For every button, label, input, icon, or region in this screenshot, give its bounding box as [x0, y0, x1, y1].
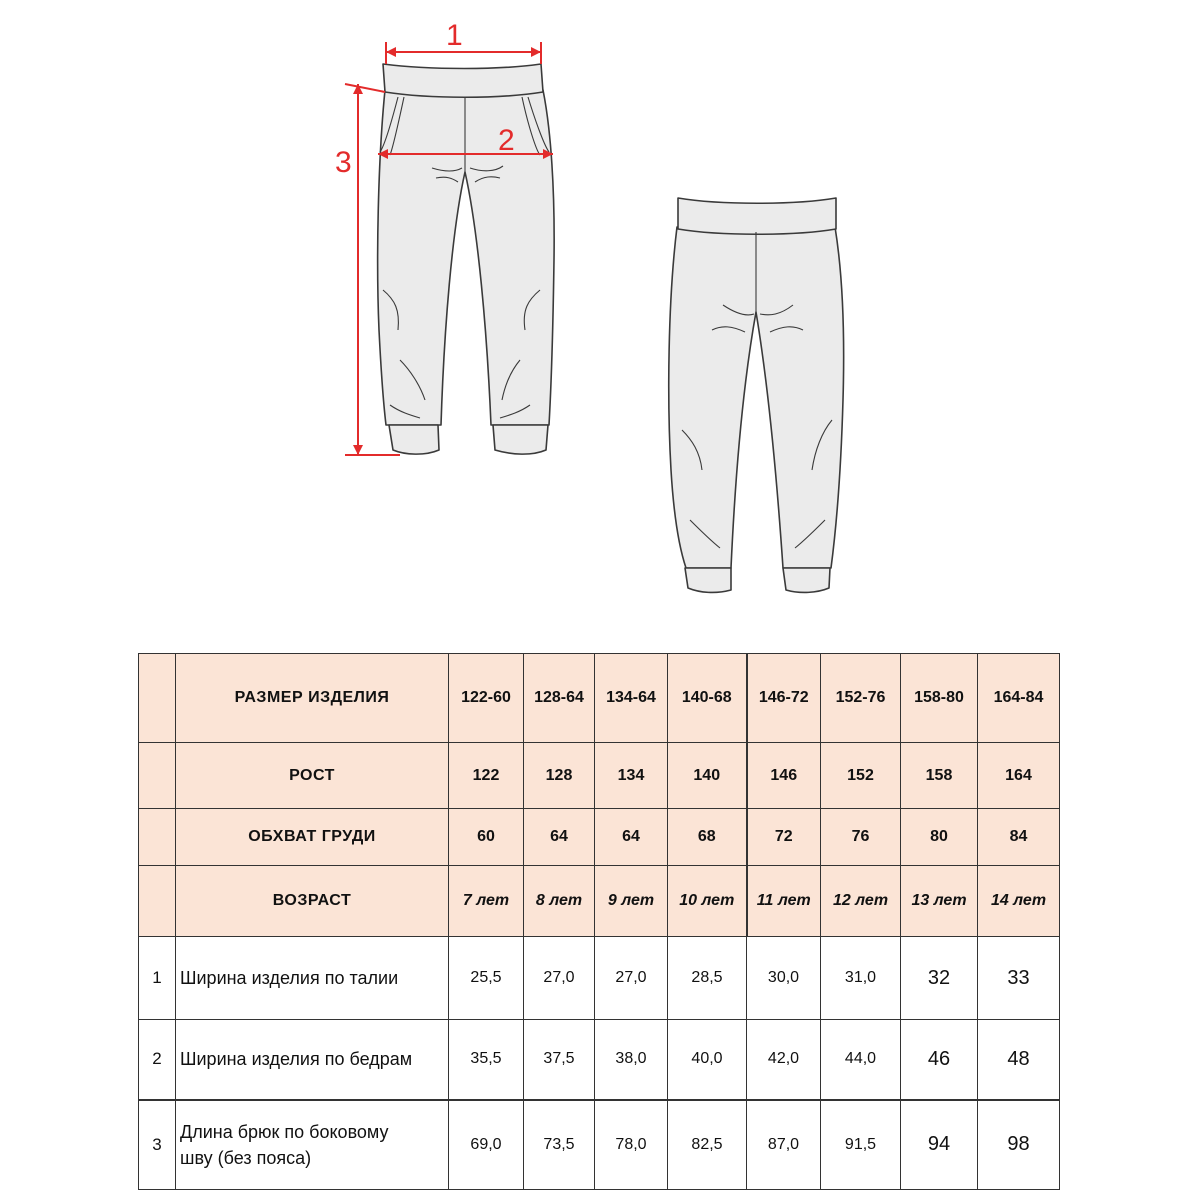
size-cell: 140-68: [668, 654, 747, 743]
value-cell: 73,5: [524, 1100, 595, 1190]
chest-cell: 64: [524, 809, 595, 866]
size-cell: 146-72: [747, 654, 821, 743]
value-cell: 25,5: [449, 937, 524, 1020]
chest-cell: 80: [901, 809, 978, 866]
dim-label-2: 2: [498, 124, 515, 157]
value-cell: 28,5: [668, 937, 747, 1020]
row-size: [139, 654, 1060, 743]
value-cell: 31,0: [821, 937, 901, 1020]
row-number: 1: [139, 937, 176, 1020]
chest-cell: 64: [595, 809, 668, 866]
value-cell: 30,0: [747, 937, 821, 1020]
size-chart-table: [138, 653, 1060, 1190]
measurement-name: Ширина изделия по бедрам: [176, 1020, 449, 1100]
row-number: 3: [139, 1100, 176, 1190]
size-cell: 128-64: [524, 654, 595, 743]
value-cell: 69,0: [449, 1100, 524, 1190]
row-num-blank: [139, 743, 176, 809]
value-cell: 91,5: [821, 1100, 901, 1190]
row-number: 2: [139, 1020, 176, 1100]
dim-label-1: 1: [446, 19, 463, 52]
size-label: РАЗМЕР ИЗДЕЛИЯ: [176, 654, 449, 743]
size-cell: 158-80: [901, 654, 978, 743]
dim-label-3: 3: [335, 146, 352, 179]
age-cell: 14 лет: [978, 866, 1060, 937]
row-num-blank: [139, 866, 176, 937]
measurement-name-line2: шву (без пояса): [180, 1147, 312, 1168]
value-cell: 38,0: [595, 1020, 668, 1100]
value-cell: 32: [901, 937, 978, 1020]
value-cell: 94: [901, 1100, 978, 1190]
chest-cell: 72: [747, 809, 821, 866]
height-label: РОСТ: [176, 743, 449, 809]
value-cell: 27,0: [524, 937, 595, 1020]
size-cell: 122-60: [449, 654, 524, 743]
age-cell: 9 лет: [595, 866, 668, 937]
height-cell: 134: [595, 743, 668, 809]
measurement-name: Ширина изделия по талии: [176, 937, 449, 1020]
row-height: [139, 743, 1060, 809]
height-cell: 152: [821, 743, 901, 809]
height-cell: 140: [668, 743, 747, 809]
chest-cell: 84: [978, 809, 1060, 866]
age-cell: 8 лет: [524, 866, 595, 937]
value-cell: 42,0: [747, 1020, 821, 1100]
chest-cell: 68: [668, 809, 747, 866]
size-cell: 164-84: [978, 654, 1060, 743]
value-cell: 40,0: [668, 1020, 747, 1100]
height-cell: 128: [524, 743, 595, 809]
value-cell: 48: [978, 1020, 1060, 1100]
measurement-name: [176, 1100, 449, 1190]
value-cell: 33: [978, 937, 1060, 1020]
row-num-blank: [139, 809, 176, 866]
chest-cell: 76: [821, 809, 901, 866]
back-view-pants: [669, 198, 844, 592]
row-waist-width: [139, 937, 1060, 1020]
row-chest: [139, 809, 1060, 866]
age-cell: 12 лет: [821, 866, 901, 937]
age-label: ВОЗРАСТ: [176, 866, 449, 937]
chest-cell: 60: [449, 809, 524, 866]
value-cell: 44,0: [821, 1020, 901, 1100]
age-cell: 7 лет: [449, 866, 524, 937]
chest-label: ОБХВАТ ГРУДИ: [176, 809, 449, 866]
height-cell: 122: [449, 743, 524, 809]
value-cell: 37,5: [524, 1020, 595, 1100]
value-cell: 35,5: [449, 1020, 524, 1100]
height-cell: 146: [747, 743, 821, 809]
value-cell: 87,0: [747, 1100, 821, 1190]
row-num-blank: [139, 654, 176, 743]
measurement-name-line1: Длина брюк по боковому: [180, 1121, 389, 1142]
height-cell: 164: [978, 743, 1060, 809]
value-cell: 82,5: [668, 1100, 747, 1190]
value-cell: 78,0: [595, 1100, 668, 1190]
size-cell: 134-64: [595, 654, 668, 743]
row-side-length: [139, 1100, 1060, 1190]
age-cell: 11 лет: [747, 866, 821, 937]
value-cell: 46: [901, 1020, 978, 1100]
height-cell: 158: [901, 743, 978, 809]
value-cell: 98: [978, 1100, 1060, 1190]
front-view-pants: [378, 64, 555, 454]
size-cell: 152-76: [821, 654, 901, 743]
age-cell: 13 лет: [901, 866, 978, 937]
age-cell: 10 лет: [668, 866, 747, 937]
value-cell: 27,0: [595, 937, 668, 1020]
row-age: [139, 866, 1060, 937]
row-hip-width: [139, 1020, 1060, 1100]
